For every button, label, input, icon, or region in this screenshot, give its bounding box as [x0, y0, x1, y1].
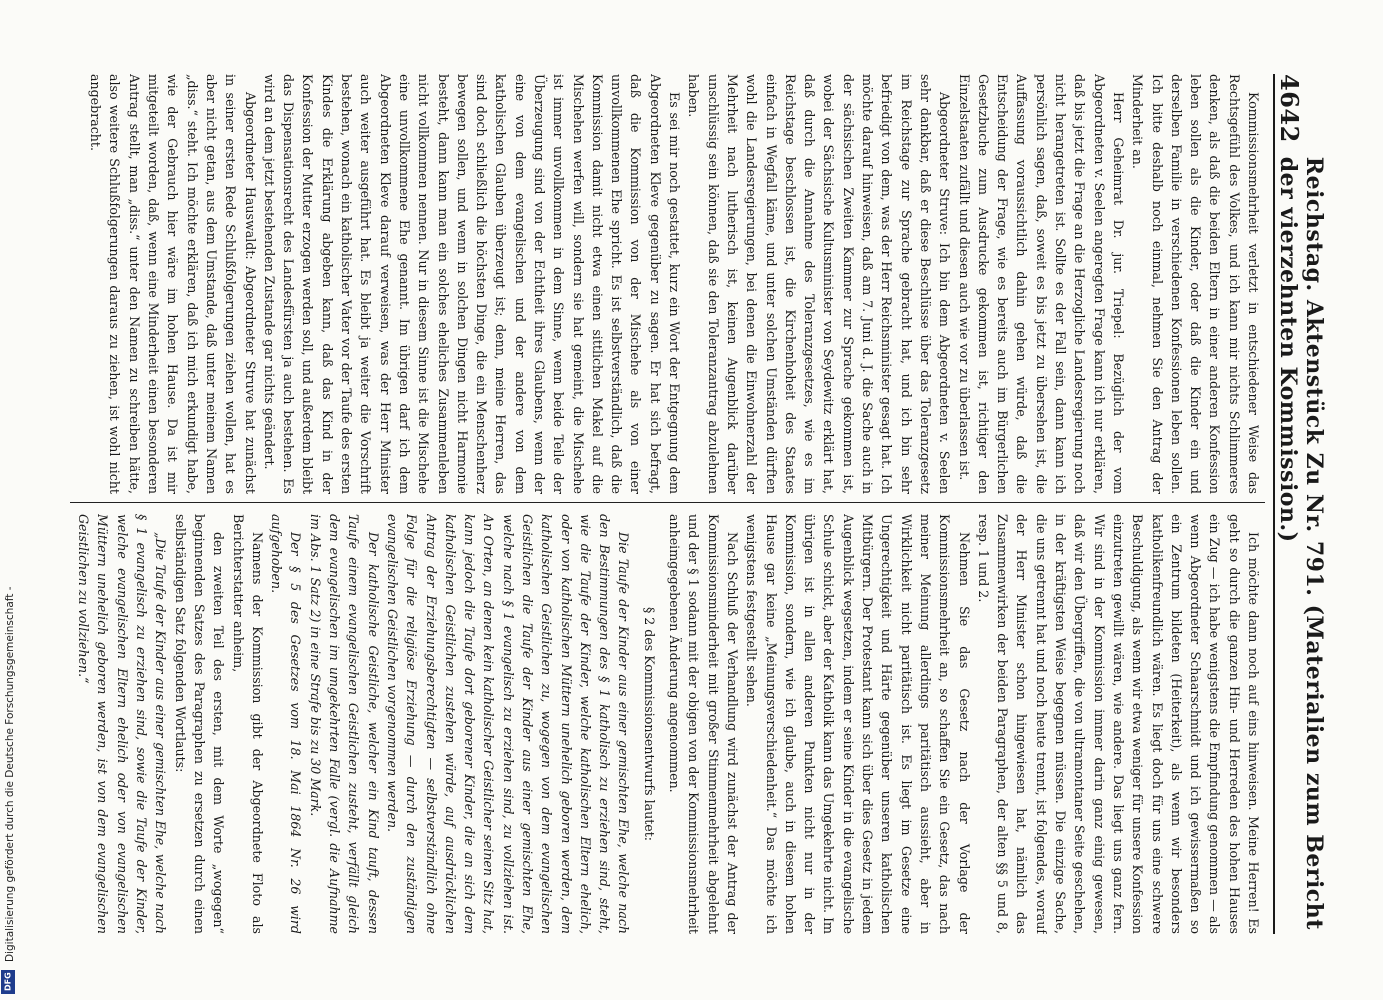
- dfg-logo: DFG: [1, 970, 15, 994]
- paragraph: Namens der Kommission gibt der Abgeordnete Floto als Berichterstatter anheim,: [230, 514, 265, 934]
- paragraph: Der § 5 des Gesetzes vom 18. Mai 1864 Nr. 26 wird aufgehoben.: [269, 514, 304, 934]
- paragraph: Nach Schluß der Verhandlung wird zunächst der Antrag der Kommissionsminderheit mit großer Stimmenmehrheit abgelehnt und der § 1 sodann mit der obigen von der Kommissionsmehrheit anheimgegebenen Änderung angenommen.: [667, 514, 740, 934]
- page-header: [1273, 74, 1327, 934]
- paragraph: Der katholische Geistliche, welcher ein Kind tauft, dessen Taufe einem evangelischen Geistlichen zusteht, verfällt gleich dem evangelischen im umgekehrten Falle (vergl. die Aufnahme im Abs. 1 Satz 2) in eine Strafe bis zu 30 Mark.: [307, 514, 381, 934]
- paragraph: Abgeordneter Struve: Ich bin dem Abgeordneten v. Seelen sehr dankbar, daß er diese Beschlüsse über das Toleranzgesetz im Reichstage zur Sprache gebracht hat, und ich bin sehr befriedigt von dem, was der Herr Reichsminister gesagt hat. Ich möchte darauf hinweisen, daß am 7. Juni d. J. die Sache auch in der sächsischen Zweiten Kammer zur Sprache gekommen ist, wobei der Sächsische Kultusminister von Seydewitz erklärt hat, daß durch die Annahme des Toleranzgesetzes, wie es im Reichstage beschlossen ist, die Kirchenhoheit des Staates einfach in Wegfall käme, und unter solchen Umständen dürften wohl die Landesregierungen, bei denen die Einwohnerzahl der Mehrheit nach lutherisch ist, keinen Augenblick darüber unschlüssig sein können, daß sie den Toleranzantrag abzulehnen haben.: [686, 74, 953, 494]
- digitization-credit: [0, 0, 16, 1000]
- paragraph: „Die Taufe der Kinder aus einer gemischten Ehe, welche nach § 1 evangelisch zu erziehen sind, sowie die Taufe der Kinder, welche evangelischen Eltern ehelich oder von evangelischen Müttern unehelich geboren werden, ist von dem evangelischen Geistlichen zu vollziehen.“: [76, 514, 169, 934]
- page-number: 4642: [1275, 74, 1304, 143]
- paragraph: Ich möchte dann noch auf eins hinweisen. Meine Herren! Es geht so durch die ganzen Hin- und Herreden des hohen Hauses ein Zug — ich habe wenigstens die Empfindung genommen — als wenn Abgeordneter Schaarschmidt und ich gewissermaßen so ein Zentrum bildeten (Heiterkeit), als wenn wir besonders katholikenfreundlich wären. Es liegt doch für uns eine schwere Beschuldigung, als wenn wir etwa weniger für unsere Konfession einzutreten gewillt wären, wie andere. Das liegt uns ganz fern. Wir sind in der Kommission immer darin ganz einig gewesen, daß wir den Übergriffen, die von ultramontaner Seite geschehen, in der kräftigsten Weise begegnen müssen. Die einzige Sache, die uns getrennt hat und noch heute trennt, ist folgendes, worauf der Herr Minister schon hingewiesen hat, nämlich das Zusammenwirken der beiden Paragraphen, der alten §§ 5 und 8, resp. 1 und 2.: [975, 514, 1261, 934]
- paragraph: Die Taufe der Kinder aus einer gemischten Ehe, welche nach den Bestimmungen des § 1 katholisch zu erziehen sind, steht, wie die Taufe der Kinder, welche katholischen Eltern ehelich, oder von katholischen Müttern unehelich geboren werden, dem katholischen Geistlichen zu, wogegen von dem evangelischen Geistlichen die Taufe der Kinder aus einer gemischten Ehe, welche nach § 1 evangelisch zu erziehen sind, zu vollziehen ist. An Orten, an denen kein katholischer Geistlicher seinen Sitz hat, kann jedoch die Taufe dort geborener Kinder, die an sich dem katholischen Geistlichen zustehen würde, auf ausdrücklichen Antrag der Erziehungsberechtigten — selbstverständlich ohne Folge für die religiöse Erziehung — durch den zuständigen evangelischen Geistlichen vorgenommen werden.: [384, 514, 632, 934]
- paragraph: Herr Geheimrat Dr. jur. Triepel: Bezüglich der vom Abgeordneten v. Seelen angeregten Frage kann ich nur erklären, daß bis jetzt die Frage an die Herzogliche Landesregierung noch nicht herangetreten ist. Sollte es der Fall sein, dann kann ich persönlich sagen, daß, soweit es bis jetzt zu übersehen ist, die Auffassung voraussichtlich dahin gehen würde, daß die Entscheidung der Frage, wie es bereits auch im Bürgerlichen Gesetzbuche zum Ausdrucke gekommen ist, richtiger den Einzelstaaten zufällt und diesen auch wie vor zu überlassen ist.: [956, 74, 1126, 494]
- left-column: [73, 74, 1263, 494]
- paragraph: Kommissionsmehrheit verletzt in entschiedener Weise das Rechtsgefühl des Volkes, und ich kann mir nichts Schlimmeres denken, als daß die beiden Eltern in einer anderen Konfession leben sollen als die Kinder, oder daß die Kinder ein und derselben Familie in verschiedenen Konfessionen leben sollen. Ich bitte deshalb noch einmal, nehmen Sie den Antrag der Minderheit an.: [1130, 74, 1261, 494]
- paragraph: Es sei mir noch gestattet, kurz ein Wort der Entgegnung dem Abgeordneten Kleve gegenüber zu sagen. Er hat sich befragt, daß die Kommission von der Mischehe als von einer unvollkommenen Ehe spricht. Es ist selbstverständlich, daß die Kommission damit nicht etwa einen sittlichen Makel auf die Mischehen werfen will, sondern sie hat gemeint, die Mischehe ist immer unvollkommen in dem Sinne, wenn beide Teile der Überzeugung sind von der Echtheit ihres Glaubens, wenn der eine von dem evangelischen und der andere von dem katholischen Glauben überzeugt ist; denn, meine Herren, das sind doch schließlich die höchsten Dinge, die ein Menschenherz bewegen sollen, und wenn in solchen Dingen nicht Harmonie besteht, dann kann man ein solches eheliches Zusammenleben nicht vollkommen nennen. Nur in diesem Sinne ist die Mischehe eine unvollkommene Ehe genannt. Im übrigen darf ich dem Abgeordneten Kleve darauf verweisen, was der Herr Minister auch weiter ausgeführt hat. Es bleibt ja weiter die Vorschrift bestehen, wonach ein katholischer Vater vor der Taufe des ersten Kindes die Erklärung abgeben kann, daß das Kind in der Konfession der Mutter erzogen werden soll, und außerdem bleibt das Dispensationsrecht des Landesfürsten ja auch bestehen. Es wird an dem jetzt bestehenden Zustande gar nichts geändert.: [261, 74, 683, 494]
- paragraph: Abgeordneter Hauswaldt: Abgeordneter Struve hat zunächst in seiner ersten Rede Schlußfolgerungen ziehen wollen, hat es aber nicht getan, aus dem Umstande, daß unter meinem Namen „diss.“ steht. Ich möchte erklären, daß ich mich erkundigt habe, wie der Gebrauch hier wäre im hohen Hause. Da ist mir mitgeteilt worden, daß, wenn eine Minderheit einen besonderen Antrag stellt, man „diss.“ unter den Namen zu schreiben hätte, also weitere Schlußfolgerungen daraus zu ziehen, ist wohl nicht angebracht.: [88, 74, 258, 494]
- column-divider: [70, 502, 1265, 503]
- page-title: Reichstag. Aktenstück Zu Nr. 791. (Materialien zum Bericht der vierzehnten Kommission.): [1275, 156, 1327, 930]
- credit-text: Digitalisierung gefördert durch die Deutsche Forschungsgemeinschaft -: [4, 586, 16, 962]
- right-column: [73, 514, 1263, 934]
- paragraph: den zweiten Teil des ersten, mit dem Worte „wogegen“ beginnenden Satzes des Paragraphen zu ersetzen durch einen selbständigen Satz folgenden Wortlauts:: [172, 514, 227, 934]
- section-heading: § 2 des Kommissionsentwurfs lautet:: [641, 606, 657, 842]
- paragraph: Nehmen Sie das Gesetz nach der Vorlage der Kommissionsmehrheit an, so schaffen Sie ein Gesetz, das nach meiner Meinung allerdings paritätisch aussieht, aber in Wirklichkeit nicht paritätisch ist. Es liegt im Gesetze eine Ungerechtigkeit und Härte gegenüber unseren katholischen Mitbürgern. Der Protestant kann sich über dies Gesetz in jedem Augenblick wegsetzen, indem er seine Kinder in die evangelische Schule schickt, aber der Katholik kann das Umgekehrte nicht. Im übrigen ist in allen anderen Punkten nicht nur in der Kommission, sondern, wie ich glaube, auch in diesem hohen Hause gar keine „Meinungsverschiedenheit.“ Das möchte ich wenigstens festgestellt sehen.: [744, 514, 972, 934]
